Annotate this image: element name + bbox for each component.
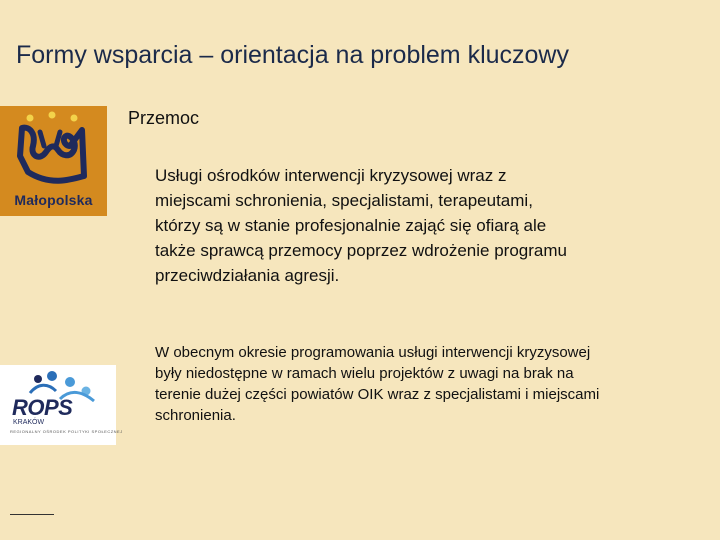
malopolska-logo	[0, 106, 107, 216]
footer-divider	[10, 514, 54, 515]
paragraph-services: Usługi ośrodków interwencji kryzysowej wraz z miejscami schronienia, specjalistami, terapeutami, którzy są w stanie profesjonalnie zająć się ofiarą ale także sprawcą przemocy poprzez wdrożenie programu przeciwdziałania agresji.	[155, 166, 567, 285]
section-heading: Przemoc	[128, 108, 200, 128]
rops-city: KRAKÓW	[13, 419, 45, 426]
malopolska-emblem-icon	[0, 106, 107, 196]
malopolska-caption: Małopolska	[14, 192, 93, 208]
rops-fullname: REGIONALNY OŚRODEK POLITYKI SPOŁECZNEJ	[10, 429, 123, 434]
rops-wordmark: ROPS	[12, 395, 73, 420]
rops-logo	[0, 365, 123, 445]
paragraph-current-period: W obecnym okresie programowania usługi interwencji kryzysowej były niedostępne w ramach wielu projektów z uwagi na brak na terenie dużej części powiatów OIK wraz z specjalistami i miejscami schronienia.	[155, 344, 600, 424]
slide-title: Formy wsparcia – orientacja na problem kluczowy	[16, 41, 569, 69]
